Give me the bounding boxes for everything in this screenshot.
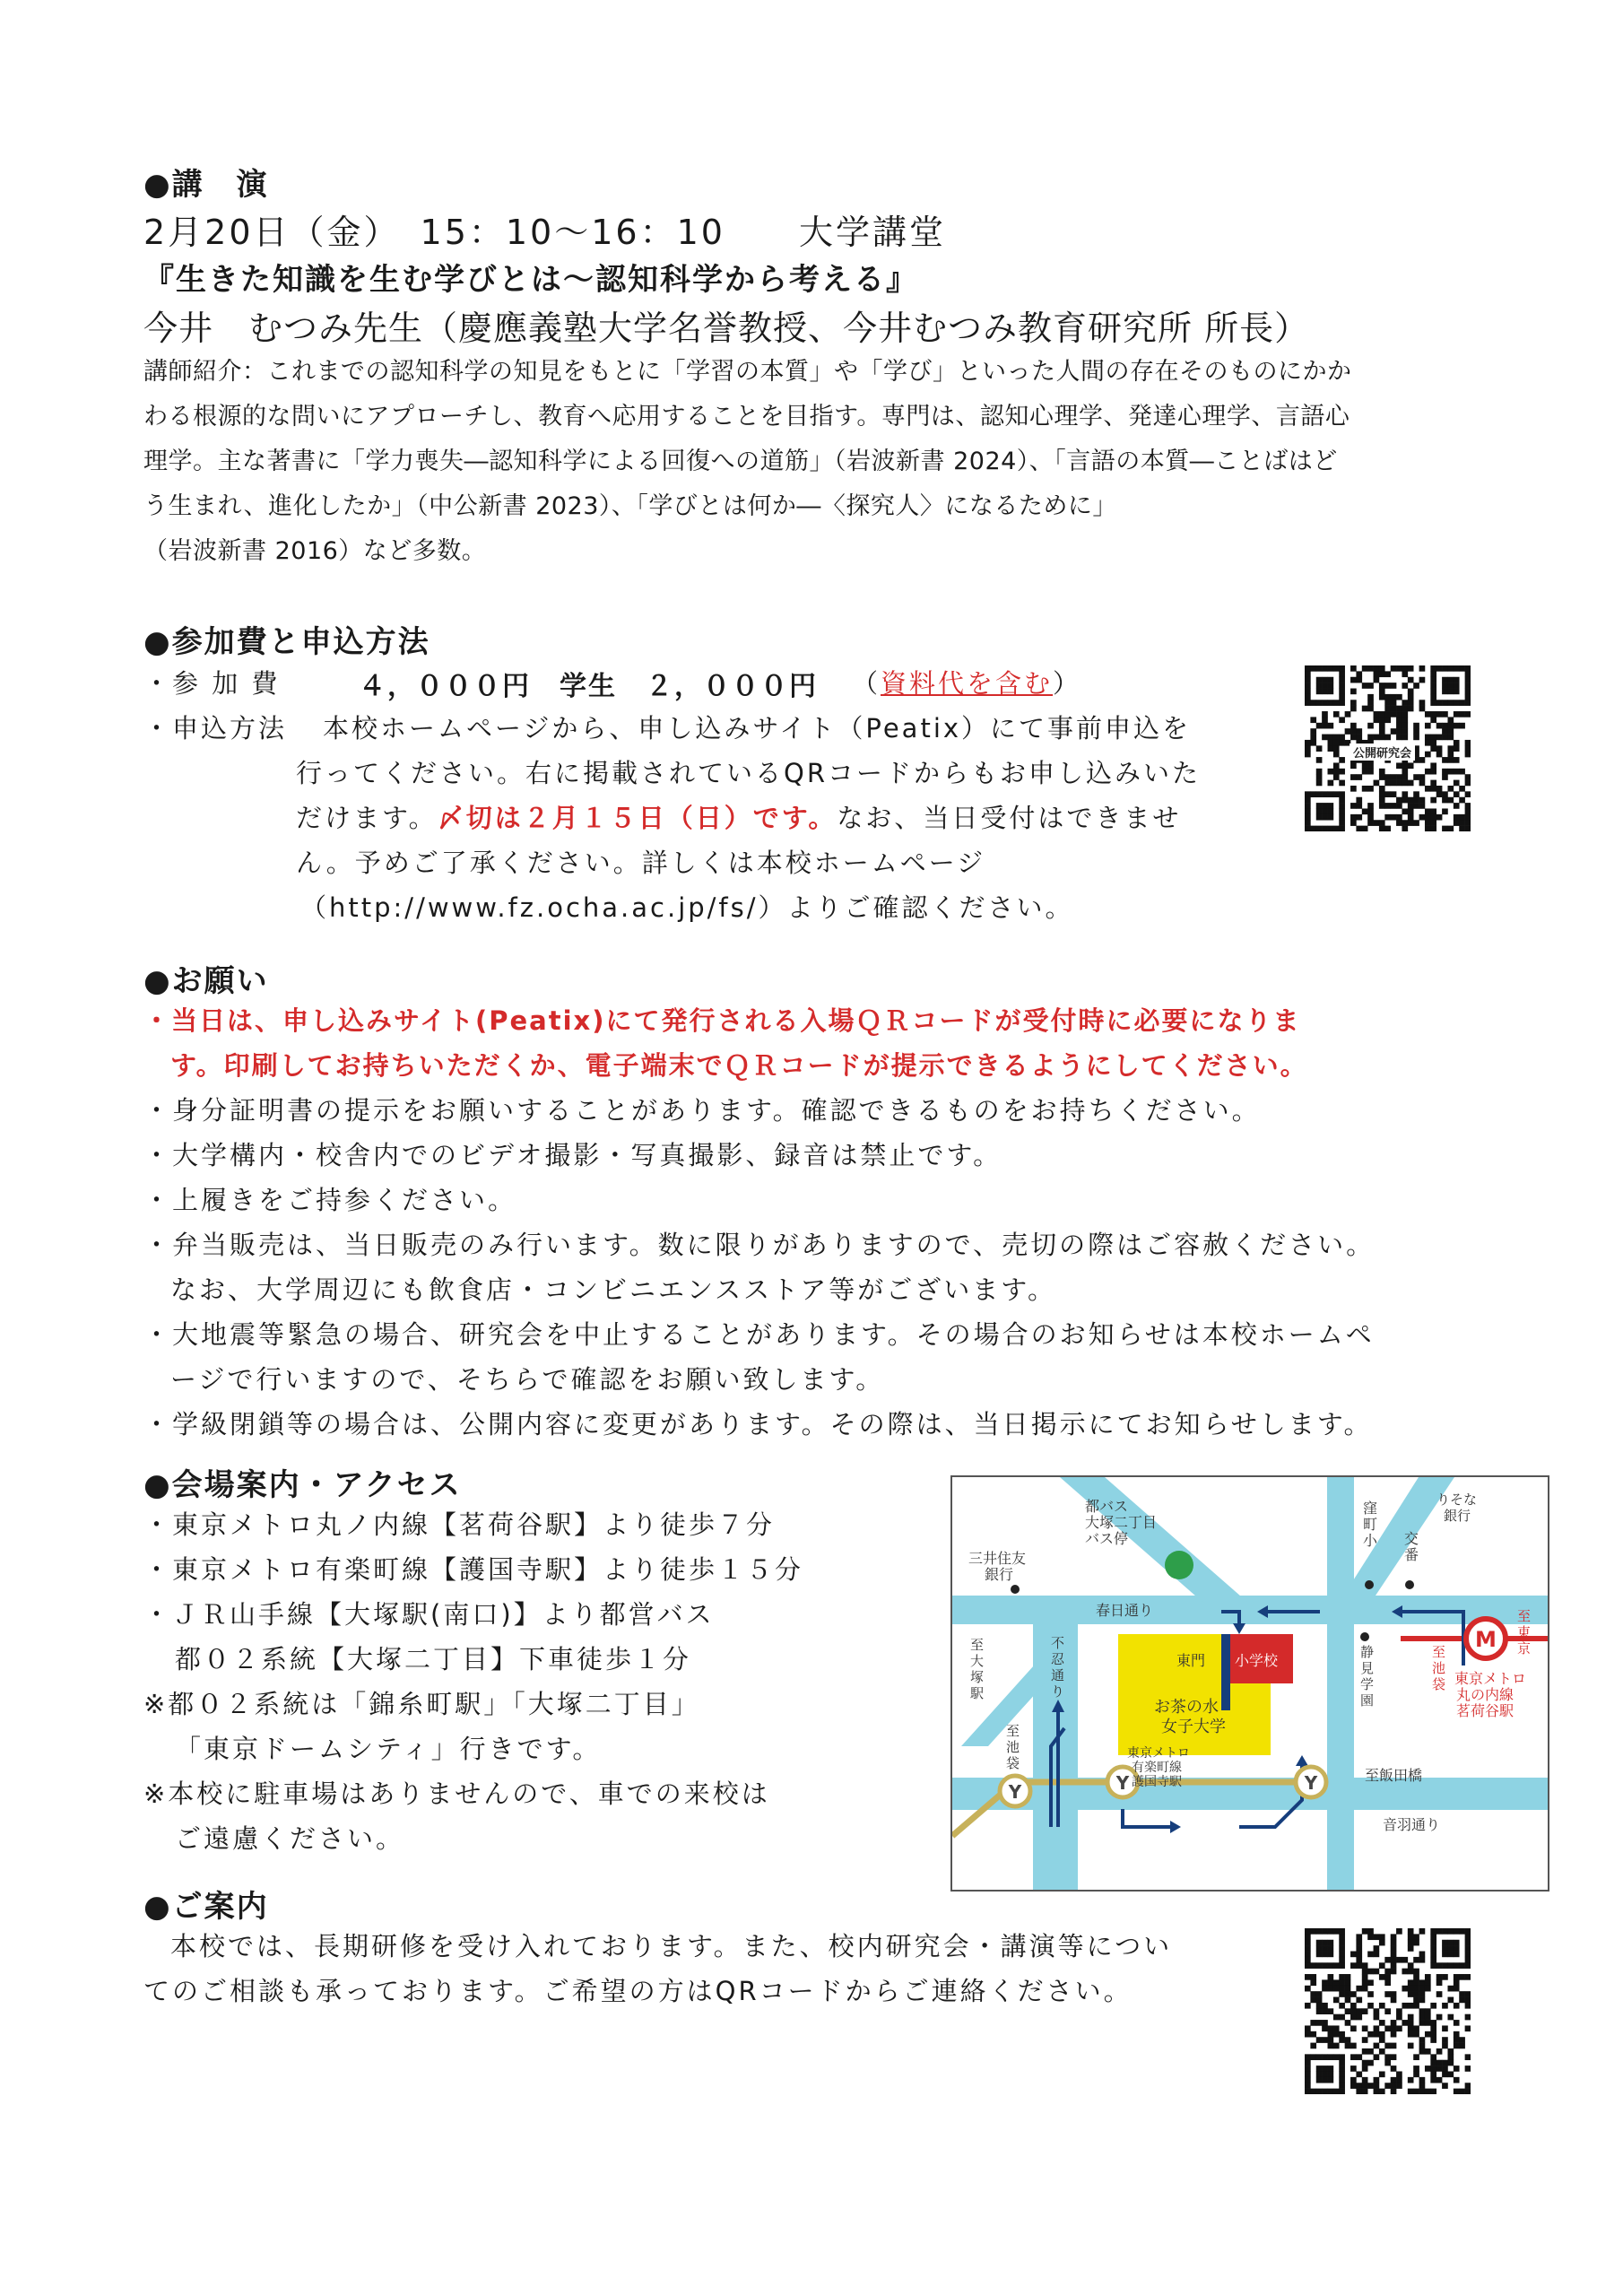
route-arrow: [1123, 1809, 1172, 1827]
map-label-bus-stop: 都バス: [1085, 1498, 1129, 1515]
landmark-dot: [1365, 1580, 1374, 1589]
lecture-speaker: 今井 むつみ先生（慶應義塾大学名誉教授、今井むつみ教育研究所 所長）: [143, 309, 1310, 348]
map-label-to-ikebukuro: 至: [1432, 1644, 1446, 1660]
speaker-bio-line: （岩波新書 2016）など多数。: [143, 537, 487, 565]
school-gate-marker: [1221, 1634, 1230, 1710]
map-label-bank: 三井住友: [968, 1550, 1027, 1567]
speaker-bio-line: 講師紹介：これまでの認知科学の知見をもとに「学習の本質」や「学び」といった人間の存在そのものにかか: [143, 358, 1352, 386]
qr-code-icon: [1305, 1928, 1471, 2094]
access-line: ・ＪＲ山手線【大塚駅(南口)】より都営バス: [143, 1599, 715, 1630]
map-label-shinobazu: 不: [1051, 1635, 1065, 1651]
road-vertical: [1327, 1477, 1354, 1890]
access-line: ※都０２系統は「錦糸町駅」「大塚二丁目」: [143, 1689, 700, 1719]
station-m-label: M: [1475, 1627, 1497, 1652]
map-label-shinobazu: 通: [1051, 1667, 1065, 1683]
map-label-marunouchi: 東京メトロ: [1454, 1670, 1527, 1687]
map-label-shizumi: 園: [1360, 1692, 1375, 1709]
map-label-otsuka: 大: [970, 1653, 985, 1669]
access-line: ・東京メトロ丸ノ内線【茗荷谷駅】より徒歩７分: [143, 1509, 776, 1540]
apply-deadline: 〆切は２月１５日（日）です。: [437, 803, 838, 833]
map-label-to-iidabashi: 至飯田橋: [1365, 1767, 1423, 1784]
map-label-university: お茶の水: [1154, 1698, 1219, 1717]
apply-url-line: （http://www.fz.ocha.ac.jp/fs/）よりご確認ください。: [300, 892, 1074, 923]
map-label-to-ikebukuro: 池: [1432, 1660, 1446, 1676]
arrow-head-icon: [1170, 1821, 1181, 1833]
access-line: ※本校に駐車場はありませんので、車での来校は: [143, 1779, 770, 1809]
map-label-kubomachi: 町: [1363, 1516, 1378, 1533]
request-important: す。印刷してお持ちいただくか、電子端末でＱＲコードが提示できるようにしてください。: [170, 1050, 1308, 1081]
map-label-bank: 銀行: [985, 1566, 1014, 1583]
map-label-shizumi: 学: [1360, 1676, 1375, 1692]
landmark-dot: [1011, 1585, 1020, 1594]
map-label-to-ikebukuro-left: 池: [1006, 1739, 1020, 1755]
arrow-head-icon: [1296, 1755, 1308, 1766]
map-label-shizumi: 静: [1360, 1644, 1375, 1660]
station-y-label: Y: [1304, 1772, 1318, 1794]
fee-note: （資料代を含む）: [852, 668, 1082, 699]
map-label-gokokuji: 有楽町線: [1132, 1761, 1182, 1775]
fee-note-inner: 資料代を含む: [881, 668, 1054, 699]
map-label-otsuka: 至: [970, 1637, 985, 1653]
map-label-elementary: 小学校: [1235, 1652, 1279, 1669]
request-item: ・学級閉鎖等の場合は、公開内容に変更があります。その際は、当日掲示にてお知らせします。: [143, 1409, 1373, 1439]
station-y-label: Y: [1008, 1781, 1022, 1803]
map-label-otsuka: 塚: [970, 1669, 985, 1685]
apply-text: だけます。: [296, 803, 438, 833]
apply-text-line: ん。予めご了承ください。詳しくは本校ホームページ: [296, 848, 986, 878]
map-label-shinobazu: 忍: [1051, 1651, 1065, 1667]
request-item: ・大学構内・校舎内でのビデオ撮影・写真撮影、録音は禁止です。: [143, 1140, 1002, 1170]
request-item: ・上履きをご持参ください。: [143, 1185, 517, 1215]
access-heading: ●会場案内・アクセス: [143, 1467, 462, 1503]
request-important: ・当日は、申し込みサイト(Peatix)にて発行される入場ＱＲコードが受付時に必要になりま: [143, 1005, 1301, 1036]
map-label-east-gate: 東門: [1176, 1652, 1206, 1669]
access-line: ご遠慮ください。: [175, 1823, 405, 1854]
lecture-datetime: 2月20日（金） 15：10～16：10 大学講堂: [143, 213, 946, 252]
qr-code-contact[interactable]: [1305, 1928, 1471, 2094]
info-heading: ●ご案内: [143, 1889, 269, 1925]
speaker-bio-line: う生まれ、進化したか」（中公新書 2023）、「学びとは何か―〈探究人〉になるために」: [143, 492, 1117, 520]
requests-heading: ●お願い: [143, 963, 269, 999]
access-line: 都０２系統【大塚二丁目】下車徒歩１分: [175, 1644, 692, 1674]
landmark-dot: [1405, 1580, 1414, 1589]
map-label-university: 女子大学: [1161, 1718, 1226, 1736]
fee-label: ・参 加 費: [143, 668, 281, 699]
map-label-to-tokyo: 東: [1517, 1624, 1532, 1640]
map-label-bus-stop: バス停: [1085, 1530, 1129, 1547]
access-map-svg: [952, 1477, 1548, 1890]
map-label-kubomachi: 窪: [1363, 1500, 1378, 1517]
map-label-to-ikebukuro-left: 袋: [1006, 1755, 1020, 1771]
map-label-shinobazu: り: [1051, 1683, 1065, 1700]
apply-text-line: [296, 798, 1181, 835]
map-label-to-ikebukuro: 袋: [1432, 1676, 1446, 1692]
map-label-koban: 交: [1404, 1530, 1419, 1547]
map-label-koban: 番: [1404, 1546, 1419, 1563]
map-label-gokokuji: 東京メトロ: [1127, 1746, 1190, 1761]
map-label-otowa: 音羽通り: [1383, 1816, 1441, 1833]
info-line: 本校では、長期研修を受け入れております。また、校内研究会・講演等につい: [170, 1931, 1173, 1961]
map-label-kasuga: 春日通り: [1096, 1602, 1154, 1619]
lecture-heading: ●講 演: [143, 167, 269, 203]
request-item: ・身分証明書の提示をお願いすることがあります。確認できるものをお持ちください。: [143, 1095, 1261, 1126]
map-label-resona: 銀行: [1444, 1508, 1471, 1524]
station-y-label: Y: [1115, 1772, 1130, 1794]
access-map: [950, 1475, 1549, 1892]
fee-value: ４，０００円 学生 ２，０００円: [359, 671, 818, 702]
info-line: てのご相談も承っております。ご希望の方はQRコードからご連絡ください。: [143, 1976, 1133, 2006]
map-label-resona: りそな: [1436, 1492, 1478, 1508]
request-item: ・弁当販売は、当日販売のみ行います。数に限りがありますので、売切の際はご容赦ください。: [143, 1230, 1376, 1260]
map-label-marunouchi: 丸の内線: [1456, 1686, 1515, 1703]
qr-caption: 公開研究会: [1350, 744, 1415, 761]
map-label-to-ikebukuro-left: 至: [1006, 1723, 1020, 1739]
map-label-marunouchi: 茗荷谷駅: [1456, 1702, 1515, 1719]
apply-text-line: 本校ホームページから、申し込みサイト（Peatix）にて事前申込を: [323, 713, 1192, 744]
tree-icon: [1165, 1551, 1193, 1579]
access-line: ・東京メトロ有楽町線【護国寺駅】より徒歩１５分: [143, 1554, 804, 1585]
map-label-bus-stop: 大塚二丁目: [1085, 1514, 1158, 1531]
access-line: 「東京ドームシティ」行きです。: [175, 1734, 602, 1764]
lecture-title: 『生きた知識を生む学びとは～認知科学から考える』: [143, 262, 918, 298]
map-label-to-tokyo: 京: [1517, 1640, 1532, 1657]
map-label-to-tokyo: 至: [1517, 1608, 1532, 1624]
request-item: なお、大学周辺にも飲食店・コンビニエンスストア等がございます。: [170, 1274, 1056, 1305]
map-label-kubomachi: 小: [1363, 1532, 1378, 1549]
map-label-otsuka: 駅: [970, 1685, 985, 1701]
request-item: ・大地震等緊急の場合、研究会を中止することがあります。その場合のお知らせは本校ホームペ: [143, 1319, 1375, 1350]
fees-heading: ●参加費と申込方法: [143, 624, 430, 660]
apply-text: なお、当日受付はできませ: [837, 803, 1182, 833]
landmark-dot: [1360, 1632, 1369, 1641]
map-label-shizumi: 見: [1360, 1660, 1375, 1676]
speaker-bio-line: 理学。主な著書に「学力喪失―認知科学による回復への道筋」（岩波新書 2024）、「言語の本質―ことばはど: [143, 448, 1338, 475]
request-item: ージで行いますので、そちらで確認をお願い致します。: [170, 1364, 885, 1395]
map-label-gokokuji: 護国寺駅: [1132, 1775, 1182, 1789]
arrow-head-icon: [1233, 1623, 1245, 1634]
apply-label: ・申込方法: [143, 713, 288, 744]
speaker-bio-line: わる根源的な問いにアプローチし、教育へ応用することを目指す。専門は、認知心理学、発達心理学、言語心: [143, 403, 1350, 430]
apply-text-line: 行ってください。右に掲載されているQRコードからもお申し込みいた: [296, 758, 1201, 788]
